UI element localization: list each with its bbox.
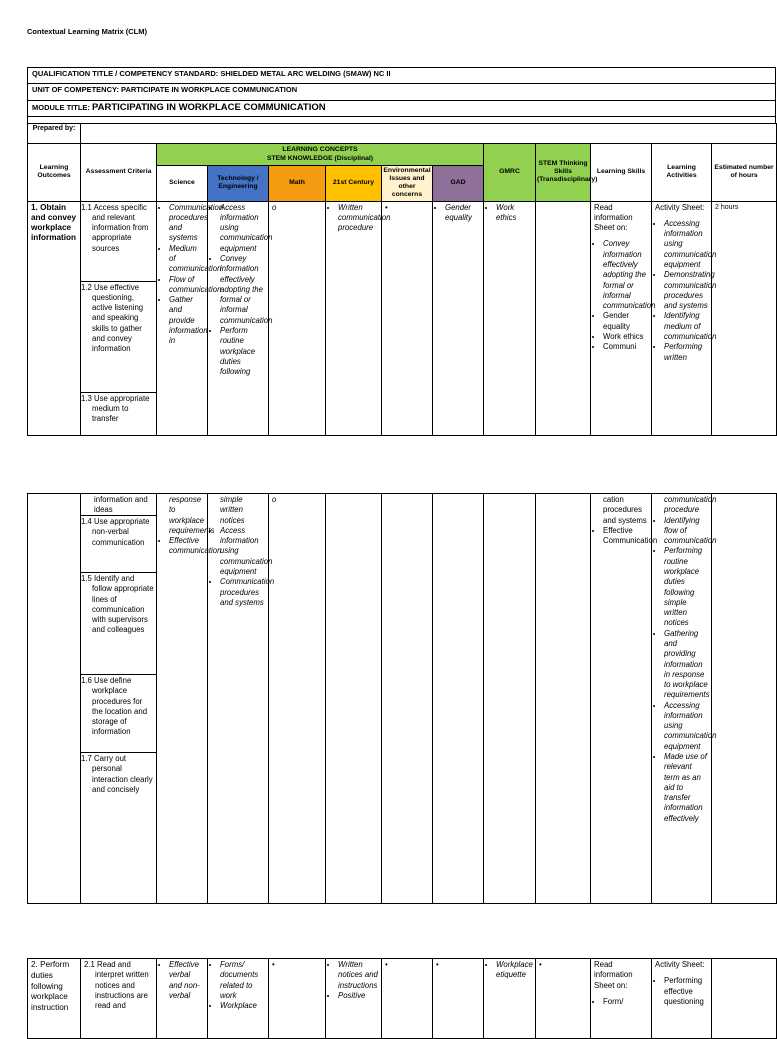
table-row <box>28 959 777 1039</box>
gmrc-cell-2: • Workplace etiquette <box>484 959 536 1039</box>
clm-table-page-2 <box>27 493 777 904</box>
hours-cell-2 <box>712 959 777 1039</box>
document-title: Contextual Learning Matrix (CLM) <box>27 27 148 36</box>
col-learning-skills: Learning Skills <box>591 144 652 202</box>
col-learning-concepts: LEARNING CONCEPTS STEM KNOWLEDGE (Disciplinal) <box>157 144 484 166</box>
unit-of-competency: UNIT OF COMPETENCY: PARTICIPATE IN WORKPLACE COMMUNICATION <box>27 83 776 101</box>
technology-cell-1: • Access information using communication equipment • Convey information effectively adopting the formal or informal communication • Perform routine workplace duties following <box>208 201 269 435</box>
science-cell-1: • Communication procedures and systems • Medium of communication • Flow of communication • Gather and provide information in <box>157 201 208 435</box>
stem-thinking-cell-1-cont <box>536 494 591 904</box>
hours-cell-1: 2 hours <box>712 201 777 435</box>
math-cell-1-cont: o <box>269 494 326 904</box>
prepared-by-value[interactable] <box>81 124 777 144</box>
stem-thinking-cell-1 <box>536 201 591 435</box>
technology-cell-1-cont: simple written notices • Access information using communication equipment • Communication procedures and systems <box>208 494 269 904</box>
technology-cell-2: • Forms/ documents related to work • Workplace <box>208 959 269 1039</box>
criterion-1-5: 1.5 Identify and follow appropriate lines of communication with supervisors and colleagues <box>81 573 156 675</box>
col-science: Science <box>157 166 208 202</box>
environmental-cell-2: • <box>382 959 433 1039</box>
col-hours: Estimated number of hours <box>712 144 777 202</box>
criterion-1-3: 1.3 Use appropriate medium to transfer <box>81 393 150 424</box>
assessment-criteria-1 <box>81 201 157 435</box>
learning-outcome-1-cont <box>28 494 81 904</box>
gmrc-cell-1: • Work ethics <box>484 201 536 435</box>
col-technology: Technology / Engineering <box>208 166 269 202</box>
criterion-1-7: 1.7 Carry out personal interaction clearly and concisely <box>81 754 153 794</box>
learning-skills-cell-2: Read information Sheet on: • Form/ <box>591 959 652 1039</box>
science-cell-2: • Effective verbal and non-verbal <box>157 959 208 1039</box>
learning-skills-cell-1-cont: cation procedures and systems • Effective Communication <box>591 494 652 904</box>
criterion-1-3-cont: information and ideas <box>81 494 156 516</box>
col-learning-outcomes: Learning Outcomes <box>28 144 81 202</box>
learning-activities-cell-2: Activity Sheet: • Performing effective questioning <box>652 959 712 1039</box>
gad-cell-1-cont <box>433 494 484 904</box>
gmrc-cell-1-cont <box>484 494 536 904</box>
century-cell-1-cont <box>326 494 382 904</box>
hours-cell-1-cont <box>712 494 777 904</box>
learning-activities-cell-1-cont: communication procedure • Identifying flow of communication • Performing routine workplace duties following simple written notices • Gathering and providing information in response to workplace requirements • Accessing information using communication equipment • Made use of relevant term as an aid to transfer information effectively <box>652 494 712 904</box>
criterion-1-1: 1.1 Access specific and relevant information from appropriate sources <box>81 202 156 282</box>
learning-skills-cell-1: Read information Sheet on: • Convey information effectively adopting the formal or informal communication • Gender equality • Work ethics • Communi <box>591 201 652 435</box>
prepared-by-label: Prepared by: <box>28 124 81 144</box>
century-cell-1: • Written communication procedure <box>326 201 382 435</box>
col-stem-thinking: STEM Thinking Skills (Transdisciplinary) <box>536 144 591 202</box>
math-cell-1: o <box>269 201 326 435</box>
learning-outcome-1: 1. Obtain and convey workplace information <box>28 201 81 435</box>
col-learning-activities: Learning Activities <box>652 144 712 202</box>
criterion-1-6: 1.6 Use define workplace procedures for the location and storage of information <box>81 675 156 753</box>
criterion-2-1: 2.1 Read and interpret written notices and instructions are read and <box>81 959 157 1039</box>
clm-table-page-3 <box>27 958 777 1039</box>
gad-cell-1: • Gender equality <box>433 201 484 435</box>
clm-table-page-1 <box>27 123 777 436</box>
criterion-1-4: 1.4 Use appropriate non-verbal communication <box>81 516 156 573</box>
qualification-title: QUALIFICATION TITLE / COMPETENCY STANDARD: SHIELDED METAL ARC WELDING (SMAW) NC II <box>27 67 776 84</box>
environmental-cell-1: • <box>382 201 433 435</box>
table-row <box>28 494 777 904</box>
col-environmental: Environmental Issues and other concerns <box>382 166 433 202</box>
gad-cell-2: • <box>433 959 484 1039</box>
module-title: MODULE TITLE: PARTICIPATING IN WORKPLACE COMMUNICATION <box>27 100 776 117</box>
science-cell-1-cont: response to workplace requirements • Effective communication <box>157 494 208 904</box>
stem-thinking-cell-2: • <box>536 959 591 1039</box>
col-gad: GAD <box>433 166 484 202</box>
assessment-criteria-1-cont <box>81 494 157 904</box>
environmental-cell-1-cont <box>382 494 433 904</box>
math-cell-2: • <box>269 959 326 1039</box>
table-row <box>28 201 777 435</box>
col-gmrc: GMRC <box>484 144 536 202</box>
col-assessment-criteria: Assessment Criteria <box>81 144 157 202</box>
learning-activities-cell-1: Activity Sheet: • Accessing information using communication equipment • Demonstrating communication procedures and systems • Identifying medium of communication • Performing written <box>652 201 712 435</box>
col-21st-century: 21st Century <box>326 166 382 202</box>
learning-outcome-2: 2. Perform duties following workplace instruction <box>28 959 81 1039</box>
century-cell-2: • Written notices and instructions • Positive <box>326 959 382 1039</box>
criterion-1-2: 1.2 Use effective questioning, active listening and speaking skills to gather and convey information <box>81 282 156 393</box>
col-math: Math <box>269 166 326 202</box>
